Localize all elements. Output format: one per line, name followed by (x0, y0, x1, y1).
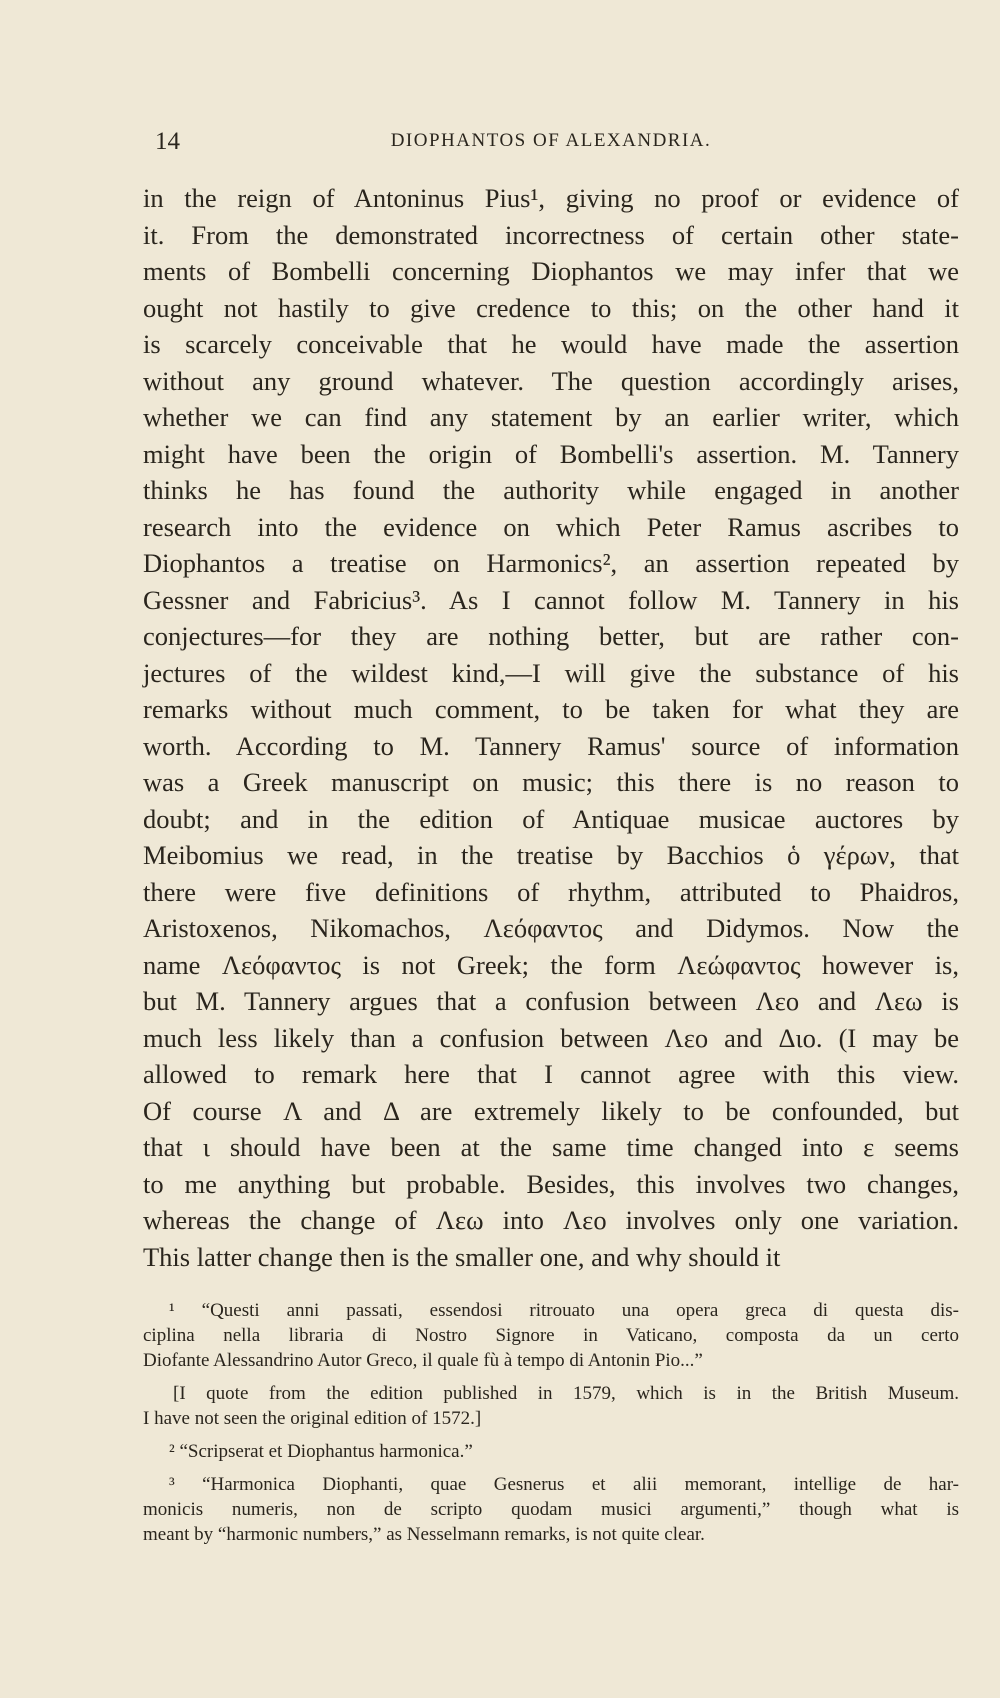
text-line: without any ground whatever. The question accordingly arises, (143, 365, 959, 396)
footnote-1-line: Diofante Alessandrino Autor Greco, il quale fù à tempo di Antonin Pio...” (143, 1350, 703, 1371)
text-line: whether we can find any statement by an earlier writer, which (143, 402, 959, 432)
text-line: to me anything but probable. Besides, this involves two changes, (143, 1168, 959, 1199)
text-line: Diophantos a treatise on Harmonics², an assertion repeated by (143, 548, 959, 578)
footnotes (143, 1298, 959, 1547)
text-line: ought not hastily to give credence to this; on the other hand it (143, 292, 959, 323)
footnote-1-line: ¹ “Questi anni passati, essendosi ritrouato una opera greca di questa dis- (169, 1300, 959, 1321)
footnote-3-line: monicis numeris, non de scripto quodam musici argumenti,” though what is (143, 1499, 959, 1520)
text-line: conjectures—for they are nothing better, but are rather con- (143, 621, 959, 651)
text-line: was a Greek manuscript on music; this there is no reason to (143, 767, 959, 797)
text-line: Aristoxenos, Nikomachos, Λεόφαντος and Didymos. Now the (143, 913, 959, 943)
running-head: DIOPHANTOS OF ALEXANDRIA. (390, 130, 712, 151)
text-line: there were five definitions of rhythm, attributed to Phaidros, (143, 876, 959, 907)
text-line: it. From the demonstrated incorrectness of certain other state- (143, 219, 959, 250)
footnote-3-line: meant by “harmonic numbers,” as Nesselmann remarks, is not quite clear. (143, 1524, 705, 1545)
text-line: much less likely than a confusion between Λεο and Διο. (I may be (143, 1022, 959, 1053)
footnote-2: ² “Scripserat et Diophantus harmonica.” (169, 1441, 473, 1462)
page-header (143, 128, 959, 164)
text-line: whereas the change of Λεω into Λεο involves only one variation. (143, 1205, 959, 1235)
text-line: in the reign of Antoninus Pius¹, giving no proof or evidence of (143, 183, 959, 213)
text-line: is scarcely conceivable that he would have made the assertion (143, 329, 959, 359)
text-line: that ι should have been at the same time changed into ε seems (143, 1132, 959, 1162)
text-line: might have been the origin of Bombelli's assertion. M. Tannery (143, 438, 959, 469)
text-line: jectures of the wildest kind,—I will give the substance of his (143, 657, 959, 688)
text-line: thinks he has found the authority while engaged in another (143, 475, 959, 505)
text-line: allowed to remark here that I cannot agree with this view. (143, 1059, 959, 1089)
translator-note-line: I have not seen the original edition of 1572.] (143, 1408, 482, 1429)
page-number: 14 (155, 128, 180, 155)
translator-note-line: [I quote from the edition published in 1579, which is in the British Museum. (173, 1383, 959, 1404)
text-line: but M. Tannery argues that a confusion between Λεο and Λεω is (143, 986, 959, 1016)
text-line: Gessner and Fabricius³. As I cannot follow M. Tannery in his (143, 584, 959, 615)
body-text (143, 180, 959, 1275)
footnote-3-line: ³ “Harmonica Diophanti, quae Gesnerus et alii memorant, intellige de har- (169, 1474, 959, 1495)
text-line: remarks without much comment, to be taken for what they are (143, 694, 959, 724)
text-line: doubt; and in the edition of Antiquae musicae auctores by (143, 803, 959, 834)
text-line: name Λεόφαντος is not Greek; the form Λεώφαντος however is, (143, 949, 959, 980)
text-line: Of course Λ and Δ are extremely likely to be confounded, but (143, 1095, 959, 1126)
text-line: Meibomius we read, in the treatise by Bacchios ὁ γέρων, that (143, 840, 959, 870)
footnote-1-line: ciplina nella libraria di Nostro Signore in Vaticano, composta da un certo (143, 1325, 959, 1346)
text-line: worth. According to M. Tannery Ramus' source of information (143, 730, 959, 761)
text-line: ments of Bombelli concerning Diophantos we may infer that we (143, 256, 959, 286)
text-line: This latter change then is the smaller one, and why should it (143, 1241, 781, 1272)
text-line: research into the evidence on which Peter Ramus ascribes to (143, 511, 959, 542)
